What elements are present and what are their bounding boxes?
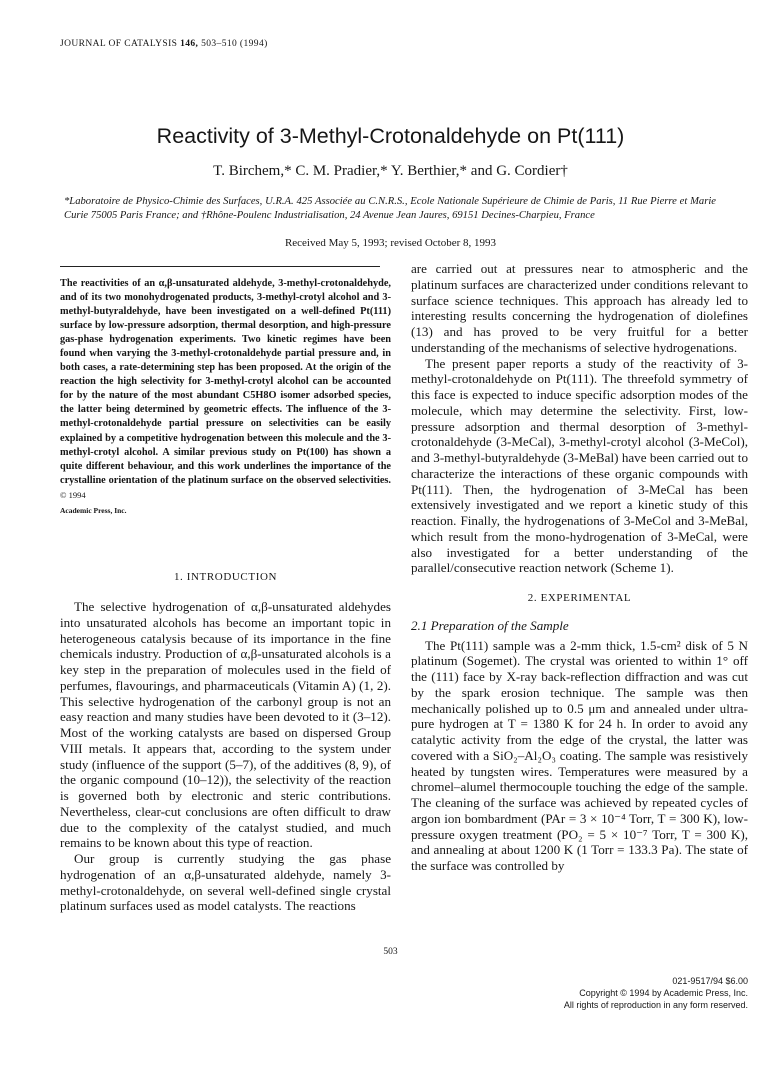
abstract-publisher: Academic Press, Inc. (60, 505, 127, 515)
page-number: 503 (383, 947, 398, 957)
intro-paragraph-2: Our group is currently studying the gas phase hydrogenation of an α,β-unsaturated aldehyde, namely 3-methyl-crotonaldehyde, on several well-defined single crystal platinum surfaces used as model catalysts. The reactions (60, 851, 391, 914)
experimental-heading: 2. EXPERIMENTAL (527, 592, 632, 604)
journal-name: JOURNAL OF CATALYSIS (60, 39, 178, 49)
intro-paragraph-4: The present paper reports a study of the reactivity of 3-methyl-crotonaldehyde on Pt(111). The threefold symmetry of this face is expected to induce specific adsorption modes of the molecule, which may determine the selectivity. First, low-pressure adsorption and thermal desorption of 3-methyl-crotonaldehyde (3-MeCal), 3-methyl-crotyl alcohol (3-MeCol), and 3-methyl-butyraldehyde (3-MeBal) have been carried out to characterize the interactions of these organic compounds with Pt(111). Then, the hydrogenation of 3-MeCal has been extensively investigated and we report a kinetic study of this reaction. Finally, the hydrogenations of 3-MeCol and 3-MeBal, which result from the mono-hydrogenation of 3-MeCal, were also investigated for a better understanding of the parallel/consecutive reaction network (Scheme 1). (411, 355, 748, 576)
abstract (60, 277, 391, 518)
footer-rights: All rights of reproduction in any form reserved. (563, 1000, 748, 1010)
left-column (60, 599, 391, 914)
intro-paragraph-3: are carried out at pressures near to atmospheric and the platinum surfaces are characterized under conditions relevant to surface science techniques. This approach has already led to interesting results concerning the hydrogenation of diolefines (13) and has proved to be very fruitful for a better understanding of the mechanisms of selective hydrogenations. (411, 261, 748, 355)
footer-price-code: 021-9517/94 $6.00 (672, 976, 748, 986)
experimental-paragraph-1: The Pt(111) sample was a 2-mm thick, 1.5-cm² disk of 5 N platinum (Sogemet). The crystal was oriented to within 1° off the (111) face by X-ray back-reflection diffraction and was cut by the spark erosion technique. The sample was then mechanically polished up to 0.5 μm and annealed under ultra-pure hydrogen at T = 1380 K for 24 h. In order to avoid any catalytic activity from the edge of the crystal, the latter was covered with a SiO₂–Al₂O₃ coating. The sample was resistively heated by tungsten wires. Temperatures were measured by a chromel–alumel thermocouple touching the edge of the sample. The cleaning of the surface was achieved by repeated cycles of argon ion bombardment (PAr = 3 × 10⁻⁴ Torr, T = 300 K), low-pressure oxygen treatment (PO₂ = 5 × 10⁻⁷ Torr, T = 300 K), and annealing at about 1200 K (1 Torr = 133.3 Pa). The state of the surface was controlled by (411, 637, 748, 873)
intro-heading: 1. INTRODUCTION (173, 571, 278, 583)
journal-header (60, 39, 268, 49)
abstract-text: The reactivities of an α,β-unsaturated aldehyde, 3-methyl-crotonaldehyde, and of its two monohydrogenated products, 3-methyl-crotyl alcohol and 3-methyl-butyraldehyde, have been investigated on a well-defined Pt(111) surface by low-pressure adsorption, thermal desorption, and high-pressure gas-phase hydrogenation experiments. Two kinetic regimes have been found when varying the 3-methyl-crotonaldehyde partial pressure and, in both cases, a rate-determining step has been proposed. At the origin of the reaction the high selectivity for 3-methyl-crotyl alcohol can be accounted for by the nature of the most abundant C5H8O isomer adsorbed species, the latter being determined by geometric effects. The influence of the 3-methyl-crotonaldehyde partial pressure on selectivities can be easily explained by a competitive hydrogenation between this molecule and the 3-methyl-crotyl alcohol. A similar previous study on Pt(100) has shown a quite different behaviour, and this work underlines the importance of the crystalline orientation of the platinum surface on the observed selectivities. (60, 278, 391, 486)
section-2-1-heading: 2.1 Preparation of the Sample (411, 617, 569, 633)
copyright-footer (480, 975, 748, 1011)
footer-copyright: Copyright © 1994 by Academic Press, Inc. (579, 988, 748, 998)
right-column (411, 261, 748, 874)
paper-title: Reactivity of 3-Methyl-Crotonaldehyde on Pt(111) (156, 124, 625, 148)
received-dates: Received May 5, 1993; revised October 8, 1993 (284, 237, 497, 249)
journal-volume: 146, (180, 39, 199, 49)
abstract-rule (60, 266, 380, 267)
abstract-copyright: © 1994 (60, 489, 86, 500)
journal-pages: 503–510 (1994) (201, 39, 268, 49)
author-list: T. Birchem,* C. M. Pradier,* Y. Berthier,* and G. Cordier† (213, 163, 568, 179)
intro-paragraph-1: The selective hydrogenation of α,β-unsaturated aldehydes into unsaturated alcohols has become an important topic in heterogeneous catalysis because of its importance in the fine chemicals industry. Production of α,β-unsaturated alcohols is a key step in the preparation of molecules used in the field of perfumes, flavourings, and pharmaceuticals (Vitamin A) (1, 2). This selective hydrogenation of the carbonyl group is not an easy reaction and many studies have been devoted to it (3–12). Most of the working catalysts are based on dispersed Group VIII metals. It appears that, according to the system under study (influence of the support (5–7), of the additives (8, 9), of the organic compound (10–12)), the selectivity of the reaction is governed both by electronic and steric contributions. Nevertheless, clear-cut conclusions are often difficult to draw due to the complexity of the catalyst studied, and much remains to be known about this type of reaction. (60, 599, 391, 851)
affiliation: *Laboratoire de Physico-Chimie des Surfaces, U.R.A. 425 Associée au C.N.R.S., Ecole Nationale Supérieure de Chimie de Paris, 11 Rue Pierre et Marie Curie 75005 Paris France; and †Rhône-Poulenc Industrialisation, 24 Avenue Jean Jaures, 69151 Decines-Charpieu, France (64, 196, 716, 221)
